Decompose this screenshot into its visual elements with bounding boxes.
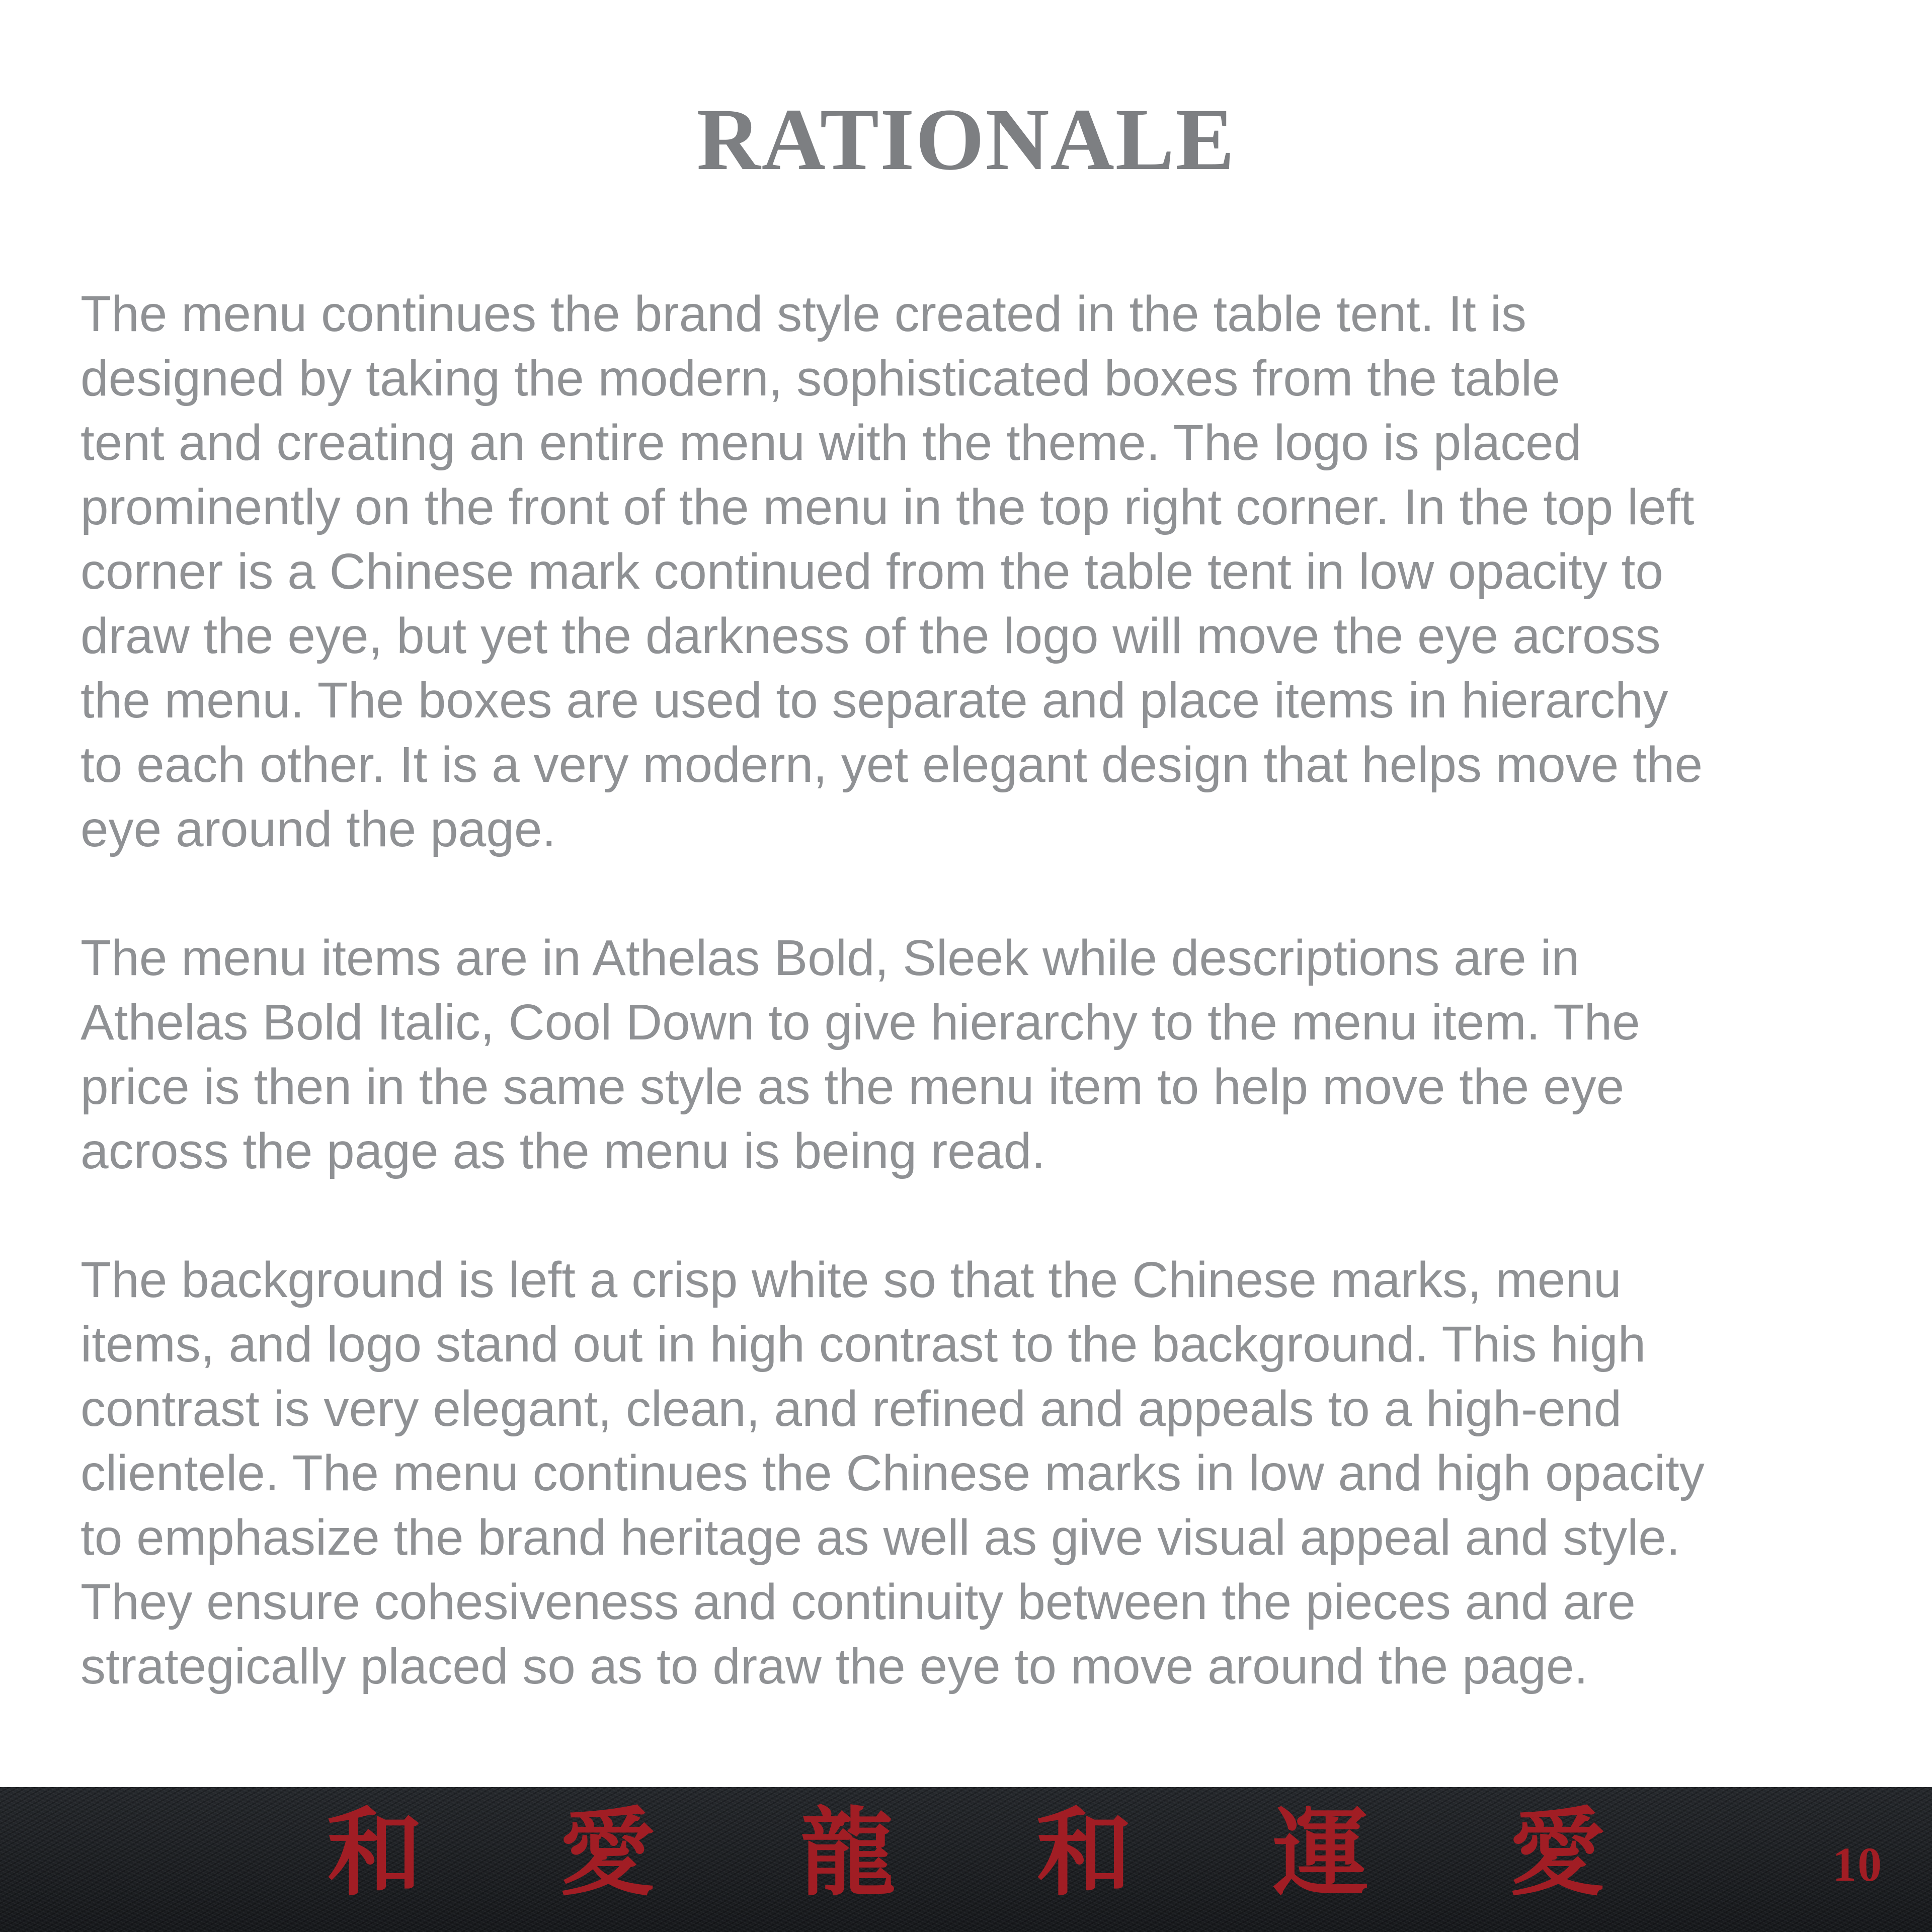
paragraph-line: to each other. It is a very modern, yet elegant design that helps move the: [80, 737, 1703, 793]
paragraph-line: They ensure cohesiveness and continuity between the pieces and are: [80, 1574, 1636, 1630]
paragraph-line: strategically placed so as to draw the eye to move around the page.: [80, 1638, 1588, 1695]
footer-band: [0, 1787, 1932, 1932]
paragraph-line: price is then in the same style as the menu item to help move the eye: [80, 1059, 1625, 1115]
paragraph-line: clientele. The menu continues the Chinese marks in low and high opacity: [80, 1445, 1705, 1501]
chinese-mark: 和: [1036, 1797, 1133, 1909]
chinese-mark: 愛: [1509, 1797, 1605, 1909]
chinese-mark: 龍: [800, 1797, 896, 1909]
paragraph-line: prominently on the front of the menu in the top right corner. In the top left: [80, 479, 1695, 535]
paragraph-line: items, and logo stand out in high contrast to the background. This high: [80, 1316, 1646, 1373]
paragraph-line: the menu. The boxes are used to separate and place items in hierarchy: [80, 672, 1668, 729]
paragraph-line: designed by taking the modern, sophisticated boxes from the table: [80, 350, 1560, 407]
page-title: RATIONALE: [696, 91, 1236, 189]
page-number: 10: [1832, 1837, 1883, 1891]
paragraph-1: [80, 282, 1852, 861]
paragraph-2: [80, 926, 1852, 1183]
paragraph-line: tent and creating an entire menu with the theme. The logo is placed: [80, 415, 1582, 471]
paragraph-line: draw the eye, but yet the darkness of the logo will move the eye across: [80, 608, 1661, 664]
chinese-mark: 愛: [559, 1797, 656, 1909]
paragraph-line: contrast is very elegant, clean, and refined and appeals to a high-end: [80, 1381, 1622, 1437]
chinese-mark: 運: [1273, 1797, 1369, 1909]
paragraph-line: eye around the page.: [80, 801, 556, 857]
paragraph-3: [80, 1248, 1852, 1699]
paragraph-line: The menu continues the brand style created in the table tent. It is: [80, 286, 1526, 342]
chinese-marks-row: [0, 1787, 1932, 1932]
chinese-mark: 和: [327, 1797, 423, 1909]
paragraph-line: The menu items are in Athelas Bold, Sleek while descriptions are in: [80, 930, 1580, 986]
paragraph-line: to emphasize the brand heritage as well as give visual appeal and style.: [80, 1509, 1680, 1566]
paragraph-line: across the page as the menu is being read.: [80, 1123, 1045, 1179]
rationale-body: [80, 282, 1852, 1763]
paragraph-line: Athelas Bold Italic, Cool Down to give hierarchy to the menu item. The: [80, 994, 1640, 1051]
paragraph-line: corner is a Chinese mark continued from the table tent in low opacity to: [80, 543, 1664, 600]
paragraph-line: The background is left a crisp white so that the Chinese marks, menu: [80, 1252, 1622, 1308]
